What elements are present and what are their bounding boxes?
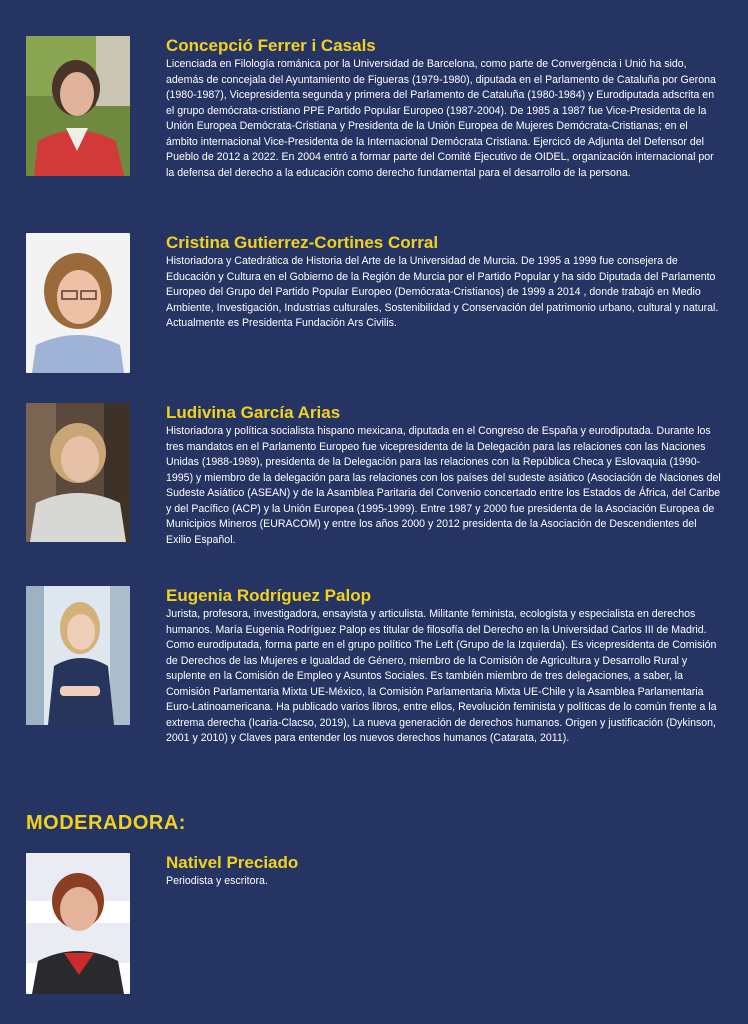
- speaker-name: Concepció Ferrer i Casals: [166, 36, 376, 55]
- speaker-photo: [26, 36, 130, 176]
- speaker-bio: Licenciada en Filología románica por la Universidad de Barcelona, como parte de Convergència i Unió ha sido, además de concejala del Ayuntamiento de Figueras (1979-1980), diputada en el Parlamento de Cataluña por Gerona (1980-1987), Vicepresidenta segunda y primera del Parlamento de Cataluña (1980-1984) y Eurodiputada adscrita en el grupo demócrata-cristiano PPE Partido Popular Europeo (1987-2004). De 1985 a 1987 fue Vice-Presidenta de la Unión Europea Demócrata-Cristiana y Presidenta de la Unión Europea de Mujeres Demócrata-Cristianas; en el ámbito internacional Vice-Presidenta de la Internacional Demócrata Cristiana. Ejercicó de Adjunta del Defensor del Pueblo de 2012 a 2022. En 2004 entró a formar parte del Comité Ejecutivo de OIDEL, organización internacional por la defensa del derecho a la educación como derecho fundamental para el desarrollo de la persona.: [166, 58, 716, 179]
- speaker-bio: Historiadora y Catedrática de Historia del Arte de la Universidad de Murcia. De 1995 a 1999 fue consejera de Educación y Cultura en el Gobierno de la Región de Murcia por el Partido Popular y ha sido Diputada del Parlamento Europeo del Grupo del Partido Popular Europeo (Demócrata-Cristianos) de 1999 a 2014 , donde trabajó en Medio Ambiente, Investigación, Industrias culturales, Sostenibilidad y Conservación del patrimonio urbano, cultural y natural. Actualmente es Presidenta Fundación Ars Civilis.: [166, 255, 719, 329]
- speaker-name: Cristina Gutierrez-Cortines Corral: [166, 233, 439, 252]
- speaker-bio: Jurista, profesora, investigadora, ensayista y articulista. Militante feminista, ecologista y especialista en derechos humanos. María Eugenia Rodríguez Palop es titular de filosofía del Derecho en la Universidad Carlos III de Madrid. Como eurodiputada, forma parte en el grupo político The Left (Grupo de la Izquierda). Es vicepresidenta de Comisión de Derechos de las Mujeres e Igualdad de Género, miembro de la Comisión de Agricultura y Desarrollo Rural y suplente en la Comisión de Empleo y Asuntos Sociales. Es también miembro de tres delegaciones, a saber, la Comisión Parlamentaria Mixta UE-México, la Comisión Parlamentaria Mixta UE-Chile y la Asamblea Parlamentaria Euro-Latinoamericana. Ha publicado varios libros, entre ellos, Revolución feminista y políticas de lo común frente a la extrema derecha (Icaria-Clacso, 2019), La nueva generación de derechos humanos. Origen y justificación (Dykinson, 2001 y 2010) y Claves para entender los nuevos derechos humanos (Catarata, 2011).: [166, 608, 717, 744]
- speaker-info: [166, 586, 722, 747]
- speaker-info: [166, 36, 722, 181]
- speaker-info: [166, 233, 722, 332]
- speaker-photo: [26, 233, 130, 373]
- speaker-bio: Historiadora y política socialista hispano mexicana, diputada en el Congreso de España y eurodiputada. Durante los tres mandatos en el Parlamento Europeo fue vicepresidenta de la Delegación para las relaciones con las Naciones Unidas (1988-1989), presidenta de la Delegación para las relaciones con la República Checa y Eslovaquia (1990-1995) y miembro de la delegación para las relaciones con los países del sudeste asiático (Asociación de Naciones del Sudeste Asiático (ASEAN) y de la Asamblea Paritaria del Convenio concertado entre los Estados de África, del Caribe y del Pacífico (ACP) y la Unión Europea (1995-1999). Entre 1987 y 2000 fue presidenta de la Asociación Europea de Municipios Mineros (EURACOM) y entre los años 2000 y 2012 presidenta de la Asociación de Descendientes del Exilio Español.: [166, 425, 721, 546]
- moderator-photo: [26, 853, 130, 994]
- moderator-info: [166, 853, 722, 890]
- moderator-heading: MODERADORA:: [26, 812, 186, 834]
- speaker-photo: [26, 403, 130, 542]
- speaker-name: Ludivina García Arias: [166, 403, 341, 422]
- speaker-photo: [26, 586, 130, 725]
- speaker-info: [166, 403, 722, 548]
- moderator-name: Nativel Preciado: [166, 853, 299, 872]
- moderator-bio: Periodista y escritora.: [166, 875, 268, 887]
- speaker-name: Eugenia Rodríguez Palop: [166, 586, 371, 605]
